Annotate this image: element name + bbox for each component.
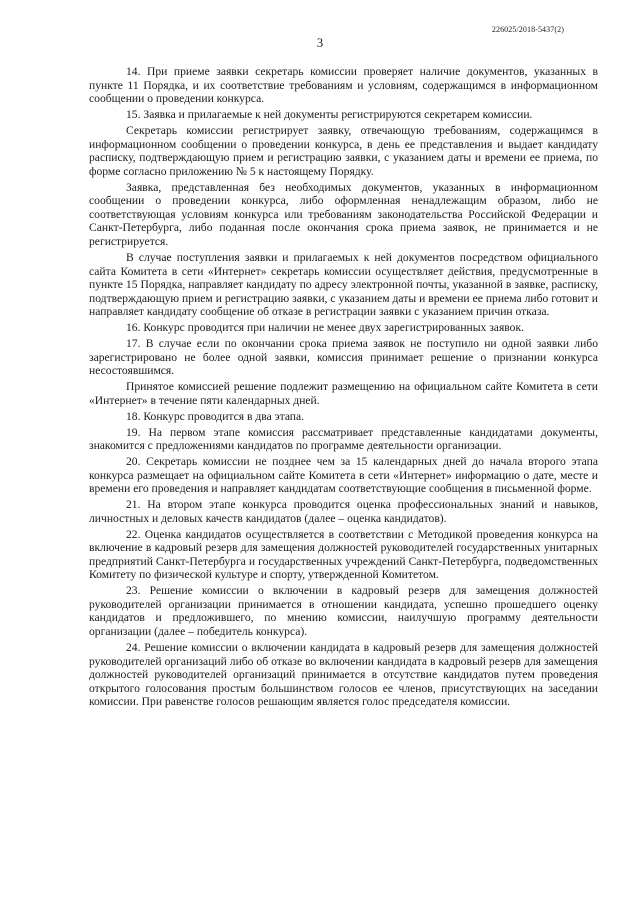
paragraph-23: 23. Решение комиссии о включении в кадровый резерв для замещения должностей руководителей организации принимается в отношении кандидата, успешно прошедшего оценку кандидатов и предложившего, по мнению комиссии, наилучшую программу деятельности организации (далее – победитель конкурса). bbox=[89, 584, 598, 639]
page-number: 3 bbox=[316, 36, 324, 50]
paragraph-19: 19. На первом этапе комиссия рассматривает представленные кандидатами документы, знакомится с предложениями кандидатов по программе деятельности организации. bbox=[89, 425, 598, 453]
paragraph-17-publication: Принятое комиссией решение подлежит размещению на официальном сайте Комитета в сети «Интернет» в течение пяти календарных дней. bbox=[89, 380, 598, 407]
paragraph-15-rejection: Заявка, представленная без необходимых документов, указанных в информационном сообщении о проведении конкурса, либо оформленная ненадлежащим образом, либо не соответствующая условиям конкурса или требованиям законодательства Российской Федерации и Санкт-Петербурга, либо поданная после окончания срока приема заявок, не принимается и не регистрируется. bbox=[89, 180, 598, 249]
document-body bbox=[89, 65, 598, 711]
paragraph-15-registration: Секретарь комиссии регистрирует заявку, отвечающую требованиям, содержащимся в информационном сообщении о проведении конкурса, в день ее представления и выдает кандидату расписку, подтверждающую прием и регистрацию заявки, с указанием даты и времени ее приема, по форме согласно приложению № 5 к настоящему Порядку. bbox=[89, 123, 598, 178]
paragraph-15: 15. Заявка и прилагаемые к ней документы регистрируются секретарем комиссии. bbox=[126, 108, 533, 122]
paragraph-24: 24. Решение комиссии о включении кандидата в кадровый резерв для замещения должностей руководителей организаций либо об отказе во включении кандидата в кадровый резерв для замещения должностей руководителей организаций принимается в отсутствие кандидатов путем проведения открытого голосования простым большинством голосов ее членов, присутствующих на заседании комиссии. При равенстве голосов решающим является голос председателя комиссии. bbox=[89, 640, 598, 709]
document-id: 226025/2018-5437(2) bbox=[491, 25, 564, 34]
paragraph-14: 14. При приеме заявки секретарь комиссии проверяет наличие документов, указанных в пункте 11 Порядка, и их соответствие требованиям и условиям, содержащимся в информационном сообщении о проведении конкурса. bbox=[89, 65, 598, 106]
paragraph-22: 22. Оценка кандидатов осуществляется в соответствии с Методикой проведения конкурса на включение в кадровый резерв для замещения должностей руководителей государственных унитарных предприятий Санкт-Петербурга и государственных учреждений Санкт-Петербурга, подведомственных Комитету по физической культуре и спорту, утвержденной Комитетом. bbox=[89, 527, 598, 582]
paragraph-16: 16. Конкурс проводится при наличии не менее двух зарегистрированных заявок. bbox=[126, 321, 524, 335]
paragraph-18: 18. Конкурс проводится в два этапа. bbox=[126, 409, 305, 423]
paragraph-20: 20. Секретарь комиссии не позднее чем за 15 календарных дней до начала второго этапа конкурса размещает на официальном сайте Комитета в сети «Интернет» информацию о дате, месте и времени его проведения и направляет кандидатам соответствующие сообщения в письменной форме. bbox=[89, 455, 598, 496]
paragraph-15-online: В случае поступления заявки и прилагаемых к ней документов посредством официального сайта Комитета в сети «Интернет» секретарь комиссии осуществляет действия, предусмотренные в пункте 15 Порядка, направляет кандидату по адресу электронной почты, указанной в заявке, расписку, подтверждающую прием и регистрацию заявки, с указанием даты и времени ее приема либо готовит и направляет кандидату сообщение об отказе в регистрации заявки с указанием причин отказа. bbox=[89, 250, 598, 319]
paragraph-17: 17. В случае если по окончании срока приема заявок не поступило ни одной заявки либо зарегистрировано не более одной заявки, комиссия принимает решение о признании конкурса несостоявшимся. bbox=[89, 337, 598, 378]
paragraph-21: 21. На втором этапе конкурса проводится оценка профессиональных знаний и навыков, личностных и деловых качеств кандидатов (далее – оценка кандидатов). bbox=[89, 498, 598, 525]
